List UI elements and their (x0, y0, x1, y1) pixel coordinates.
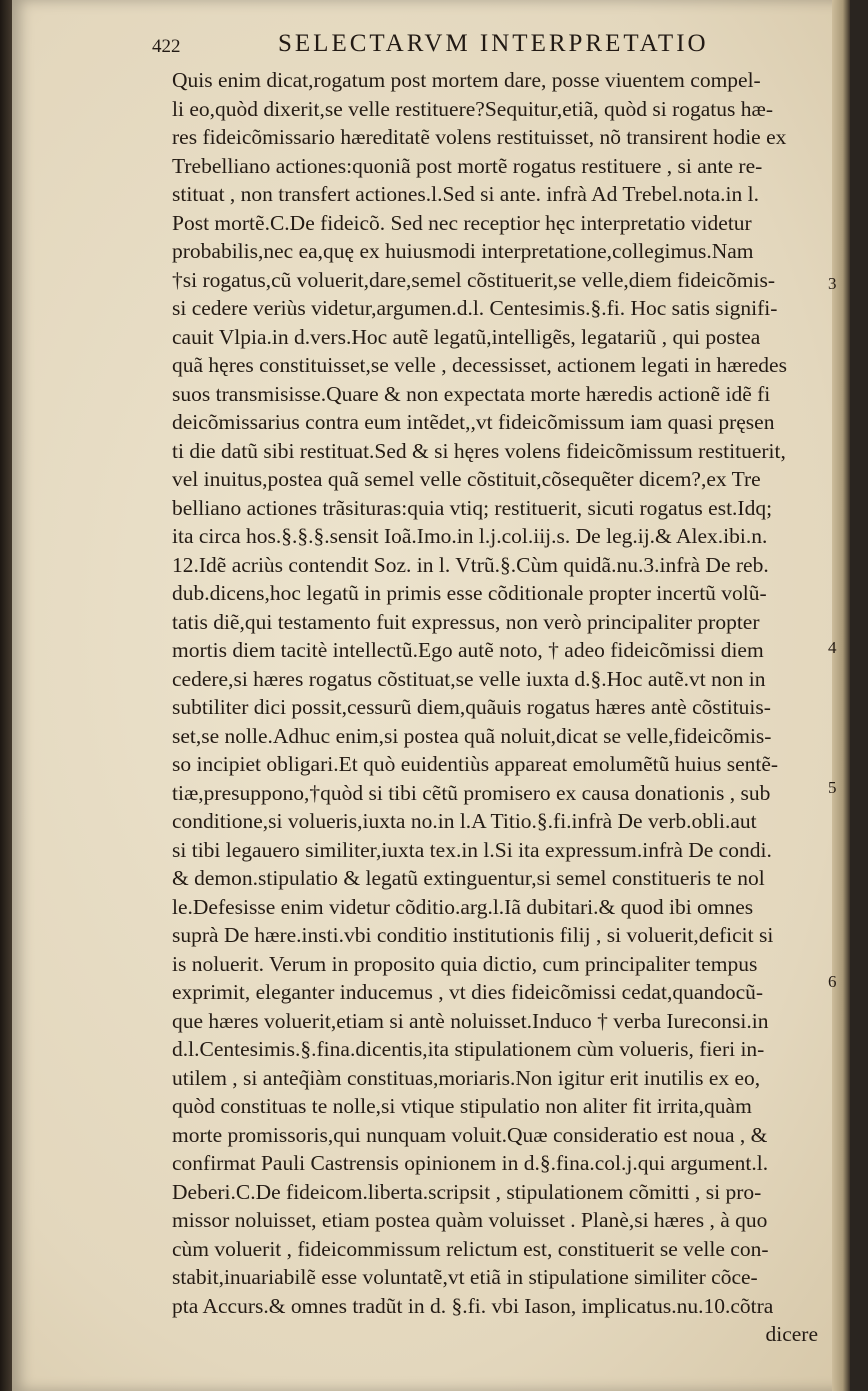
text-line: so incipiet obligari.Et quò euidentiùs appareat emolumẽtũ huius sentẽ- (172, 752, 779, 776)
text-line: le.Defesisse enim videtur cõditio.arg.l.Iã dubitari.& quod ibi omnes (172, 894, 754, 919)
text-line: si cedere veriùs videtur,argumen.d.l. Centesimis.§.fi. Hoc satis signifi- (172, 296, 778, 320)
margin-note: 3 (828, 274, 837, 293)
text-line: conditione,si volueris,iuxta no.in l.A Titio.§.fi.infrà De verb.obli.aut (172, 809, 757, 833)
running-title: SELECTARVM INTERPRETATIO (278, 30, 709, 57)
text-line: cauit Vlpia.in d.vers.Hoc autẽ legatũ,intelligẽs, legatariũ , qui postea (172, 324, 761, 349)
text-line: morte promissoris,qui nunquam voluit.Quæ consideratio est noua , & (172, 1122, 768, 1147)
text-line: †si rogatus,cũ voluerit,dare,semel cõstituerit,se velle,diem fideicõmis- (172, 267, 776, 292)
text-line: pta Accurs.& omnes tradũt in d. §.fi. vbi Iason, implicatus.nu.10.cõtra (172, 1293, 774, 1318)
text-line: suprà De hære.insti.vbi conditio institutionis filij , si voluerit,deficit si (172, 923, 774, 947)
text-line: suos transmisisse.Quare & non expectata morte hæredis actionẽ idẽ fi (172, 381, 771, 406)
body-text (172, 66, 818, 1349)
page-header (152, 30, 792, 66)
text-line: tatis diẽ,qui testamento fuit expressus, non verò principaliter propter (172, 609, 760, 634)
page-number: 422 (152, 36, 181, 57)
text-line: missor noluisset, etiam postea quàm voluisset . Planè,si hæres , à quo (172, 1208, 768, 1232)
text-line: set,se nolle.Adhuc enim,si postea quã noluit,dicat se velle,fideicõmis- (172, 723, 772, 748)
text-line: tiæ,presuppono,†quòd si tibi cẽtũ promisero ex causa donationis , sub (172, 780, 771, 805)
text-line: belliano actiones trãsituras:quia vtiq; restituerit, sicuti rogatus est.Idq; (172, 495, 773, 520)
text-line: vel inuitus,postea quã semel velle cõstituit,cõsequẽter dicem?,ex Tre (172, 467, 761, 491)
text-line: exprimit, eleganter inducemus , vt dies fideicõmissi cedat,quandocũ- (172, 980, 764, 1004)
text-line: si tibi legauero similiter,iuxta tex.in l.Si ita expressum.infrà De condi. (172, 837, 772, 862)
text-line: ita circa hos.§.§.§.sensit Ioã.Imo.in l.j.col.iij.s. De leg.ij.& Alex.ibi.n. (172, 524, 768, 548)
text-line: probabilis,nec ea,quę ex huiusmodi interpretatione,collegimus.Nam (172, 239, 754, 263)
text-line: stabit,inuariabilẽ esse voluntatẽ,vt etiã in stipulatione similiter cõce- (172, 1265, 758, 1289)
text-line: mortis diem tacitè intellectũ.Ego autẽ noto, † adeo fideicõmissi diem (172, 638, 764, 662)
page-edge (832, 0, 850, 1391)
text-line: cùm voluerit , fideicommissum relictum est, constituerit se velle con- (172, 1236, 769, 1261)
text-line: confirmat Pauli Castrensis opinionem in d.§.fina.col.j.qui argument.l. (172, 1151, 769, 1175)
text-line: Post mortẽ.C.De fideicõ. Sed nec receptior hęc interpretatio videtur (172, 210, 752, 235)
margin-note: 5 (828, 778, 837, 797)
text-line: dub.dicens,hoc legatũ in primis esse cõditionale propter incertũ volũ- (172, 581, 767, 605)
text-line: dicere (765, 1322, 818, 1346)
text-line: res fideicõmissario hæreditatẽ volens restituisset, nõ transirent hodie ex (172, 125, 787, 149)
text-line: deicõmissarius contra eum intẽdet,,vt fideicõmissum iam quasi pręsen (172, 410, 775, 434)
text-line: d.l.Centesimis.§.fina.dicentis,ita stipulationem cùm volueris, fieri in- (172, 1037, 765, 1061)
text-line: quã hęres constituisset,se velle , decessisset, actionem legati in hæredes (172, 353, 787, 377)
text-line: is noluerit. Verum in proposito quia dictio, cum principaliter tempus (172, 951, 758, 976)
text-line: Deberi.C.De fideicom.liberta.scripsit , stipulationem cõmitti , si pro- (172, 1179, 762, 1204)
text-line: cedere,si hæres rogatus cõstituat,se velle iuxta d.§.Hoc autẽ.vt non in (172, 666, 766, 691)
text-line: quòd constituas te nolle,si vtique stipulatio non aliter fit irrita,quàm (172, 1094, 752, 1118)
margin-note: 6 (828, 972, 837, 991)
text-line: utilem , si anteq̃iàm constituas,moriaris.Non igitur erit inutilis ex eo, (172, 1065, 761, 1090)
text-line: que hæres voluerit,etiam si antè noluisset.Induco † verba Iureconsi.in (172, 1008, 769, 1033)
text-line: ti die datũ sibi restituat.Sed & si hęres volens fideicõmissum restituerit, (172, 438, 786, 463)
text-line: stituat , non transfert actiones.l.Sed si ante. infrà Ad Trebel.nota.in l. (172, 182, 759, 206)
text-line: Quis enim dicat,rogatum post mortem dare, posse viuentem compel- (172, 68, 761, 92)
text-line: subtiliter dici possit,cessurũ diem,quãuis rogatus hæres antè cõstituis- (172, 695, 771, 719)
text-line: 12.Idẽ acriùs contendit Soz. in l. Vtrũ.§.Cùm quidã.nu.3.infrà De reb. (172, 552, 769, 577)
margin-note: 4 (828, 638, 837, 657)
text-line: Trebelliano actiones:quoniã post mortẽ rogatus restituere , si ante re- (172, 153, 763, 178)
text-line: li eo,quòd dixerit,se velle restituere?Sequitur,etiã, quòd si rogatus hæ- (172, 96, 773, 121)
text-line: & demon.stipulatio & legatũ extinguentur,si semel constitueris te nol (172, 866, 765, 890)
